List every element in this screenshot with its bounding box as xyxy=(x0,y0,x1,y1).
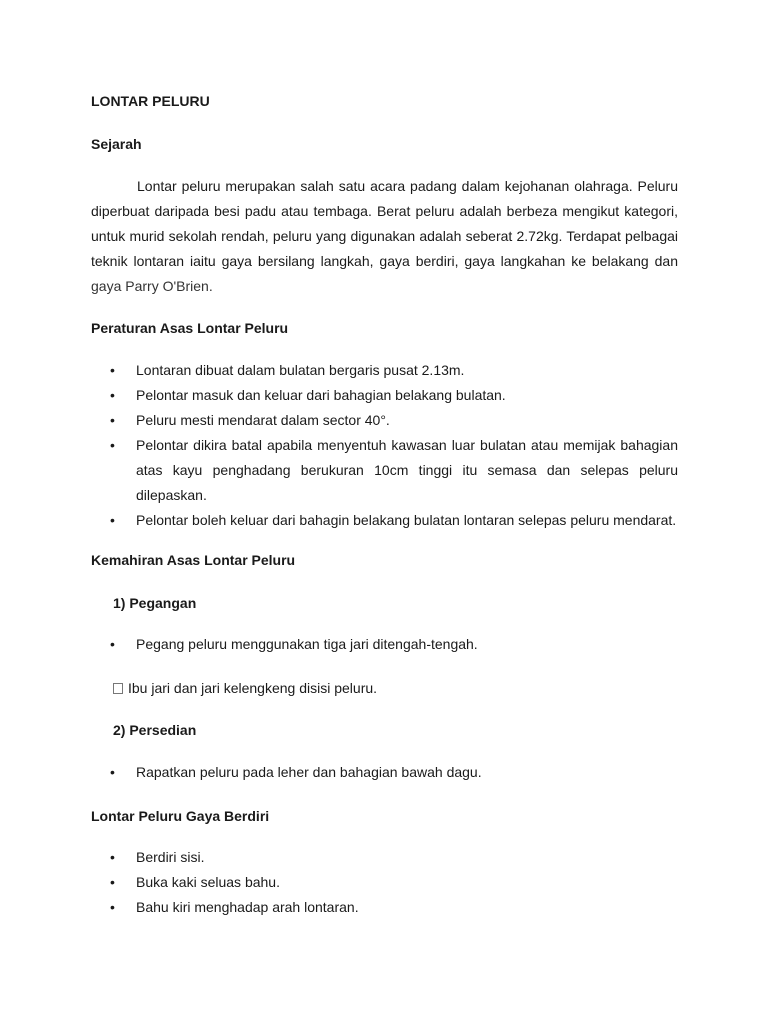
bullet-icon: • xyxy=(110,849,115,865)
subheading-persedian: 2) Persedian xyxy=(113,722,197,738)
pegangan-list xyxy=(91,632,678,657)
section-heading-peraturan: Peraturan Asas Lontar Peluru xyxy=(91,320,289,336)
sejarah-paragraph xyxy=(91,174,678,299)
list-item: • Rapatkan peluru pada leher dan bahagian bawah dagu. xyxy=(91,760,678,785)
list-item: • Berdiri sisi. xyxy=(91,845,678,870)
subheading-pegangan: 1) Pegangan xyxy=(113,595,197,611)
list-item: • Bahu kiri menghadap arah lontaran. xyxy=(91,895,678,920)
gaya-berdiri-list xyxy=(91,845,678,920)
bullet-icon: • xyxy=(110,412,115,428)
list-item: • Pegang peluru menggunakan tiga jari ditengah-tengah. xyxy=(91,632,678,657)
bullet-icon: • xyxy=(110,764,115,780)
persedian-list xyxy=(91,760,678,785)
bullet-icon: • xyxy=(110,362,115,378)
list-item: • Pelontar boleh keluar dari bahagin belakang bulatan lontaran selepas peluru mendarat. xyxy=(91,508,678,533)
peraturan-list xyxy=(91,358,678,533)
list-item: • Pelontar masuk dan keluar dari bahagian belakang bulatan. xyxy=(91,383,678,408)
section-heading-kemahiran: Kemahiran Asas Lontar Peluru xyxy=(91,552,296,568)
list-item: • Peluru mesti mendarat dalam sector 40°. xyxy=(91,408,678,433)
sejarah-paragraph-text: Lontar peluru merupakan salah satu acara padang dalam kejohanan olahraga. Peluru diperbuat daripada besi padu atau tembaga. Berat peluru adalah berbeza mengikut kategori, untuk murid sekolah rendah, peluru yang digunakan adalah seberat 2.72kg. Terdapat pelbagai teknik lontaran iaitu gaya bersilang langkah, gaya berdiri, gaya langkahan ke belakang dan xyxy=(91,178,678,269)
missing-glyph-box-icon xyxy=(113,683,123,694)
section-heading-sejarah: Sejarah xyxy=(91,136,142,152)
bullet-icon: • xyxy=(110,636,115,652)
bullet-icon: • xyxy=(110,387,115,403)
bullet-icon: • xyxy=(110,899,115,915)
bullet-icon: • xyxy=(110,437,115,453)
bullet-icon: • xyxy=(110,512,115,528)
section-heading-gaya-berdiri: Lontar Peluru Gaya Berdiri xyxy=(91,808,270,824)
pegangan-box-line: Ibu jari dan jari kelengkeng disisi peluru. xyxy=(113,679,700,697)
bullet-icon: • xyxy=(110,874,115,890)
list-item: • Pelontar dikira batal apabila menyentuh kawasan luar bulatan atau memijak bahagian atas kayu penghadang berukuran 10cm tinggi itu semasa dan selepas peluru dilepaskan. xyxy=(91,433,678,508)
document-title: LONTAR PELURU xyxy=(91,93,210,109)
sejarah-paragraph-end: gaya Parry O'Brien. xyxy=(91,278,213,294)
list-item: • Lontaran dibuat dalam bulatan bergaris pusat 2.13m. xyxy=(91,358,678,383)
list-item: • Buka kaki seluas bahu. xyxy=(91,870,678,895)
